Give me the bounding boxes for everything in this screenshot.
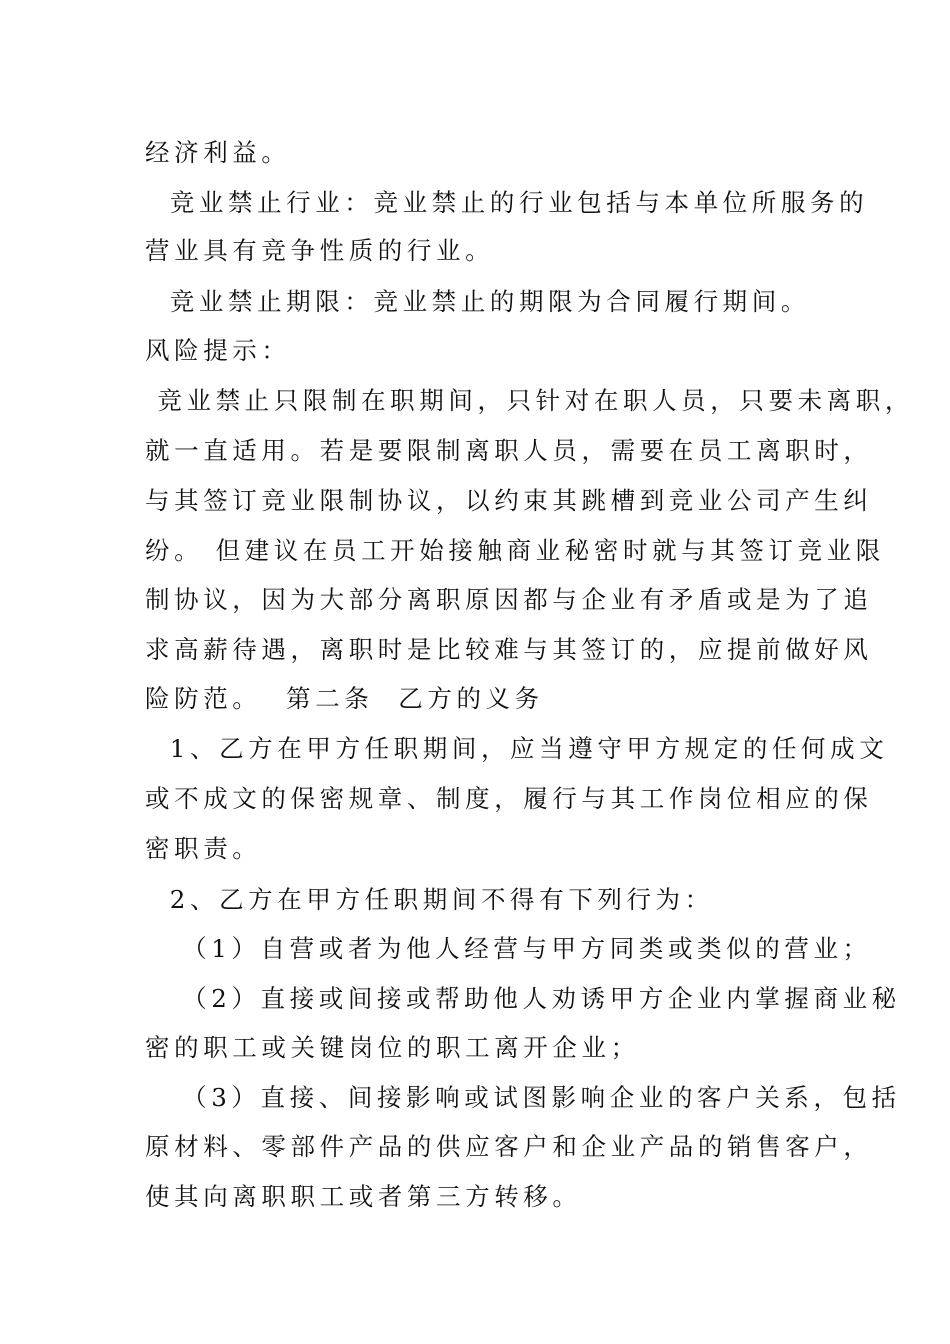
text-line: 原材料、零部件产品的供应客户和企业产品的销售客户，	[145, 1132, 873, 1161]
text-line: 险防范。 第二条 乙方的义务	[145, 684, 544, 713]
text-line: 求高薪待遇，离职时是比较难与其签订的，应提前做好风	[145, 635, 873, 664]
text-line: 1、乙方在甲方任职期间，应当遵守甲方规定的任何成文	[145, 734, 889, 763]
text-line: （2）直接或间接或帮助他人劝诱甲方企业内掌握商业秘	[145, 984, 901, 1013]
text-line: 竞业禁止期限：竞业禁止的期限为合同履行期间。	[145, 287, 810, 316]
text-line: 密的职工或关键岗位的职工离开企业；	[145, 1033, 640, 1062]
text-line: 制协议，因为大部分离职原因都与企业有矛盾或是为了追	[145, 585, 873, 614]
text-line: 或不成文的保密规章、制度，履行与其工作岗位相应的保	[145, 784, 873, 813]
text-line: 密职责。	[145, 834, 262, 863]
text-line: 竞业禁止行业：竞业禁止的行业包括与本单位所服务的	[145, 188, 869, 217]
text-line: 纷。 但建议在员工开始接触商业秘密时就与其签订竞业限	[145, 536, 885, 565]
text-line: （3）直接、间接影响或试图影响企业的客户关系，包括	[145, 1083, 901, 1112]
text-line: 竞业禁止只限制在职期间，只针对在职人员，只要未离职，	[145, 386, 914, 415]
text-line: 风险提示：	[145, 336, 291, 365]
text-line: 经济利益。	[145, 138, 291, 167]
text-line: （1）自营或者为他人经营与甲方同类或类似的营业；	[145, 934, 872, 963]
text-line: 2、乙方在甲方任职期间不得有下列行为：	[145, 885, 714, 914]
text-line: 使其向离职职工或者第三方转移。	[145, 1182, 582, 1211]
text-line: 与其签订竞业限制协议，以约束其跳槽到竞业公司产生纠	[145, 486, 873, 515]
text-line: 就一直适用。若是要限制离职人员，需要在员工离职时，	[145, 436, 873, 465]
text-line: 营业具有竞争性质的行业。	[145, 236, 495, 265]
